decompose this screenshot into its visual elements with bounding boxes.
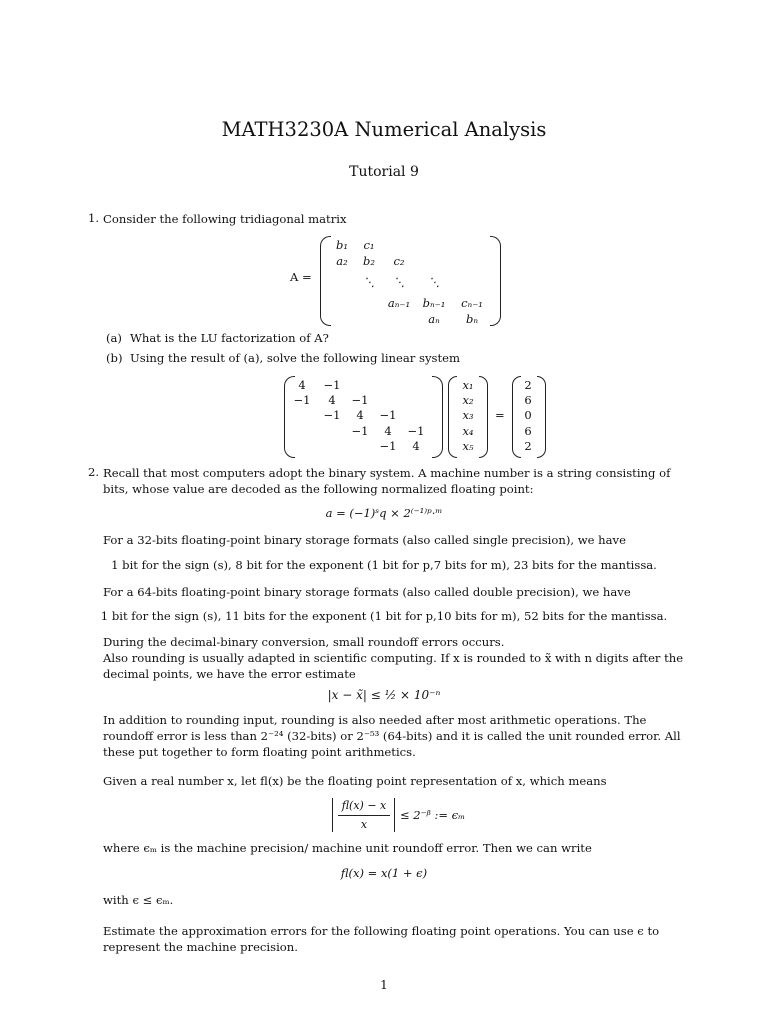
- rounding-formula: |x − x̃| ≤ ½ × 10⁻ⁿ: [327, 688, 441, 702]
- question-2-number: 2.: [88, 465, 100, 479]
- with-epsilon-line: with ϵ ≤ ϵₘ.: [103, 893, 174, 907]
- rhs-vector-entry: 0: [524, 408, 532, 422]
- part-a-text: What is the LU factorization of A?: [130, 331, 329, 345]
- fl-formula-rhs: ≤ 2⁻ᵝ := ϵₘ: [400, 808, 466, 822]
- system-matrix-cell: 4: [328, 393, 336, 407]
- given-line: Given a real number x, let fl(x) be the floating point representation of x, which means: [103, 774, 607, 788]
- matrix-cell: c₁: [363, 238, 375, 252]
- matrix-cell: aₙ: [428, 312, 440, 326]
- rhs-vector-entry: 2: [524, 378, 532, 392]
- system-matrix-cell: 4: [356, 408, 364, 422]
- part-b-text: Using the result of (a), solve the following linear system: [130, 351, 460, 365]
- system-matrix-cell: −1: [351, 424, 369, 438]
- system-matrix-cell: −1: [293, 393, 311, 407]
- system-matrix-cell: −1: [323, 378, 341, 392]
- matrix-cell: b₁: [336, 238, 348, 252]
- fl-equation: fl(x) = x(1 + ϵ): [340, 866, 428, 880]
- page-subtitle: Tutorial 9: [349, 164, 419, 180]
- x-vector-entry: x₃: [462, 408, 474, 422]
- rhs-vector-entry: 2: [524, 439, 532, 453]
- system-matrix-cell: 4: [384, 424, 392, 438]
- question-2-intro: Recall that most computers adopt the binary system. A machine number is a string consisting of bits, whose value are decoded as the following normalized floating point:: [103, 466, 671, 496]
- equals-sign: =: [495, 408, 505, 422]
- x-vector-entry: x₄: [462, 424, 474, 438]
- matrix-cell: bₙ: [465, 312, 479, 326]
- page-title: MATH3230A Numerical Analysis: [221, 118, 547, 141]
- roundoff-line-2: Also rounding is usually adapted in scientific computing. If x is rounded to x̃ with n digits after the decimal points, we have the error estimate: [103, 651, 684, 681]
- matrix-cell: ⋱: [363, 275, 375, 289]
- fl-fraction-numerator: fl(x) − x: [341, 799, 387, 812]
- matrix-cell: ⋱: [393, 275, 405, 289]
- x-vector-entry: x₂: [462, 393, 474, 407]
- abs-bar-right: [394, 798, 395, 832]
- question-1-intro: Consider the following tridiagonal matrix: [103, 212, 347, 226]
- single-precision-intro: For a 32-bits floating-point binary storage formats (also called single precision), we have: [103, 533, 626, 547]
- rhs-vector-entry: 6: [524, 393, 532, 407]
- matrix-cell: ⋱: [428, 275, 440, 289]
- matrix-cell: cₙ₋₁: [461, 296, 483, 310]
- matrix-cell: bₙ₋₁: [422, 296, 446, 310]
- double-precision-detail: 1 bit for the sign (s), 11 bits for the exponent (1 bit for p,10 bits for m), 52 bits for the mantissa.: [100, 609, 668, 623]
- addition-paragraph: In addition to rounding input, rounding is also needed after most arithmetic operations. The roundoff error is less than 2⁻²⁴ (32-bits) or 2⁻⁵³ (64-bits) and it is called the unit rounded error. All these put together to form floating point arithmetics.: [103, 713, 681, 759]
- fl-fraction-denominator: x: [360, 818, 368, 831]
- fraction-line: [338, 815, 390, 816]
- part-a-label: (a): [106, 331, 122, 345]
- system-matrix-cell: −1: [379, 408, 397, 422]
- matrix-label: A =: [290, 270, 312, 284]
- machine-precision-line: where ϵₘ is the machine precision/ machine unit roundoff error. Then we can write: [103, 841, 592, 855]
- question-1-number: 1.: [88, 211, 100, 225]
- page-number: 1: [380, 978, 388, 992]
- x-vector-entry: x₁: [462, 378, 474, 392]
- system-matrix-cell: 4: [298, 378, 306, 392]
- x-vector-entry: x₅: [462, 439, 474, 453]
- double-precision-intro: For a 64-bits floating-point binary storage formats (also called double precision), we have: [103, 585, 631, 599]
- abs-bar-left: [332, 798, 333, 832]
- system-right-bracket: [432, 376, 443, 458]
- rhs-vector-entry: 6: [524, 424, 532, 438]
- system-matrix-cell: −1: [323, 408, 341, 422]
- system-matrix-cell: 4: [412, 439, 420, 453]
- matrix-cell: aₙ₋₁: [387, 296, 411, 310]
- part-b-label: (b): [106, 351, 123, 365]
- matrix-cell: c₂: [393, 254, 405, 268]
- system-matrix-cell: −1: [351, 393, 369, 407]
- matrix-cell: a₂: [336, 254, 348, 268]
- system-matrix-cell: −1: [407, 424, 425, 438]
- system-matrix-cell: −1: [379, 439, 397, 453]
- single-precision-detail: 1 bit for the sign (s), 8 bit for the exponent (1 bit for p,7 bits for m), 23 bits for the mantissa.: [111, 558, 657, 572]
- roundoff-line-1: During the decimal-binary conversion, small roundoff errors occurs.: [103, 635, 505, 649]
- float-formula: a = (−1)ˢq × 2⁽⁻¹⁾ᵖ·ᵐ: [325, 506, 443, 520]
- matrix-right-bracket: [490, 236, 501, 326]
- estimate-paragraph: Estimate the approximation errors for the following floating point operations. You can use ϵ to represent the machine precision.: [103, 924, 660, 954]
- matrix-cell: b₂: [363, 254, 375, 268]
